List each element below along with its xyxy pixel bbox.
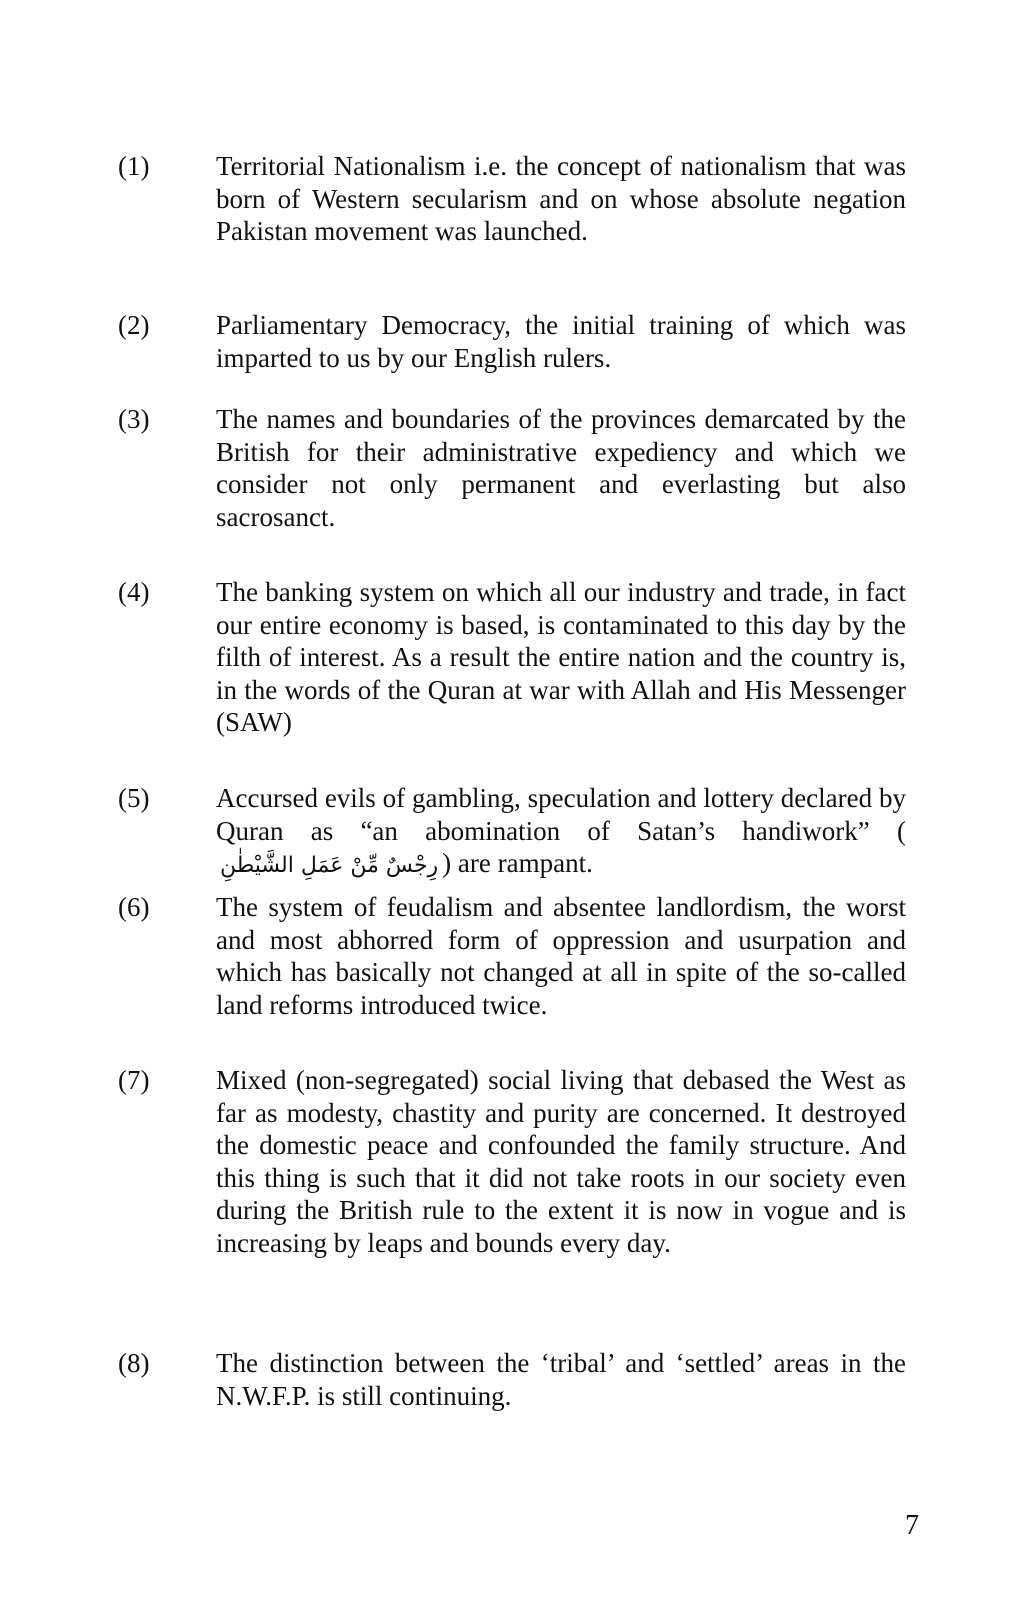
item-text: The system of feudalism and absentee landlordism, the worst and most abhorred form of oppression and usurpation and which has basically not changed at all in spite of the so-called land reforms introduced twice. xyxy=(216,892,906,1020)
list-item xyxy=(118,403,908,533)
item-text-after: ) are rampant. xyxy=(442,848,593,878)
list-item xyxy=(118,576,908,739)
list-item xyxy=(118,891,908,1021)
item-text-before: Accursed evils of gambling, speculation and lottery declared by Quran as “an abomination of Satan’s handiwork” ( xyxy=(216,783,906,846)
item-number: (8) xyxy=(118,1348,150,1378)
item-number: (4) xyxy=(118,577,150,607)
item-text: Mixed (non-segregated) social living that debased the West as far as modesty, chastity and purity are concerned. It destroyed the domestic peace and confounded the family structure. And this thing is such that it did not take roots in our society even during the British rule to the extent it is now in vogue and is increasing by leaps and bounds every day. xyxy=(216,1065,906,1258)
list-item xyxy=(118,1064,908,1259)
list-item xyxy=(118,309,908,374)
item-text xyxy=(216,782,906,883)
item-text: Territorial Nationalism i.e. the concept of nationalism that was born of Western secularism and on whose absolute negation Pakistan movement was launched. xyxy=(216,151,906,246)
item-text: The names and boundaries of the provinces demarcated by the British for their administrative expediency and which we consider not only permanent and everlasting but also sacrosanct. xyxy=(216,404,906,532)
item-number: (3) xyxy=(118,404,150,434)
item-number: (6) xyxy=(118,892,150,922)
item-text: The distinction between the ‘tribal’ and ‘settled’ areas in the N.W.F.P. is still continuing. xyxy=(216,1348,906,1411)
item-number: (2) xyxy=(118,310,150,340)
page-number: 7 xyxy=(905,1510,919,1541)
list-item xyxy=(118,782,908,883)
item-number: (7) xyxy=(118,1065,150,1095)
item-text: Parliamentary Democracy, the initial training of which was imparted to us by our English rulers. xyxy=(216,310,906,373)
item-number: (1) xyxy=(118,151,150,181)
arabic-quote: رِجْسٌ مِّنْ عَمَلِ الشَّيْطٰنِ xyxy=(220,853,439,878)
list-item xyxy=(118,150,908,248)
list-item xyxy=(118,1347,908,1412)
item-number: (5) xyxy=(118,783,150,813)
item-text: The banking system on which all our industry and trade, in fact our entire economy is based, is contaminated to this day by the filth of interest. As a result the entire nation and the country is, in the words of the Quran at war with Allah and His Messenger (SAW) xyxy=(216,577,906,737)
